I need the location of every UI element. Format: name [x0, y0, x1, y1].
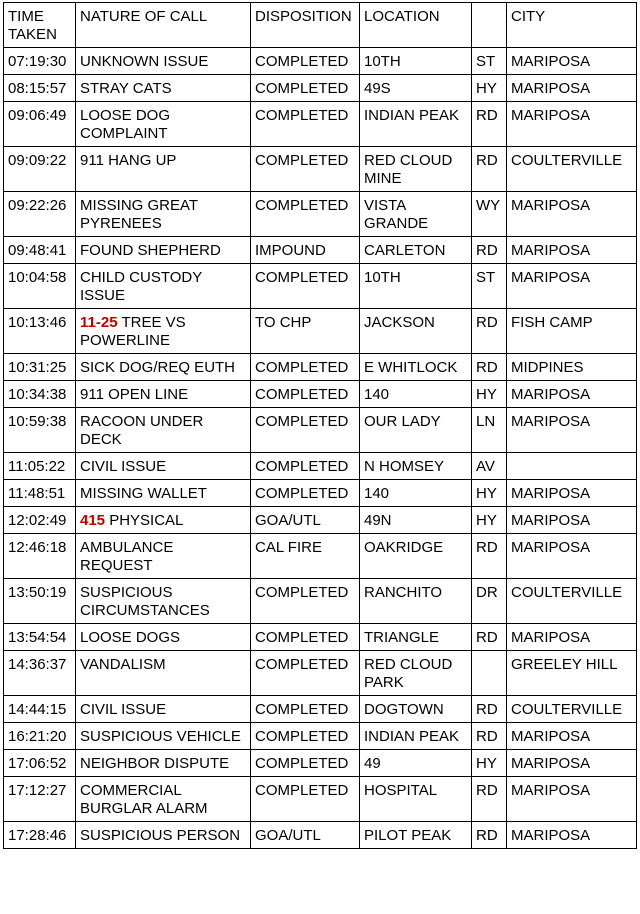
nature-text: COMMERCIAL BURGLAR ALARM [80, 782, 208, 817]
city-cell: MARIPOSA [507, 777, 637, 822]
nature-text: SUSPICIOUS CIRCUMSTANCES [80, 584, 210, 619]
location-cell: DOGTOWN [360, 696, 472, 723]
location-cell: PILOT PEAK [360, 822, 472, 849]
nature-cell [76, 696, 251, 723]
table-row [4, 750, 637, 777]
city-cell: MARIPOSA [507, 723, 637, 750]
location-cell: CARLETON [360, 237, 472, 264]
nature-text: PHYSICAL [109, 512, 184, 529]
city-cell: COULTERVILLE [507, 696, 637, 723]
disposition-cell: COMPLETED [251, 453, 360, 480]
city-cell: FISH CAMP [507, 309, 637, 354]
nature-text: VANDALISM [80, 656, 166, 673]
header-disposition: DISPOSITION [251, 3, 360, 48]
nature-cell [76, 264, 251, 309]
table-row [4, 237, 637, 264]
location-cell: 140 [360, 480, 472, 507]
street-suffix-cell: RD [472, 534, 507, 579]
table-row [4, 408, 637, 453]
nature-text: TREE VS POWERLINE [80, 314, 186, 349]
location-cell: 10TH [360, 264, 472, 309]
time-cell: 14:36:37 [4, 651, 76, 696]
header-location: LOCATION [360, 3, 472, 48]
table-row [4, 309, 637, 354]
street-suffix-cell: HY [472, 480, 507, 507]
time-cell: 17:06:52 [4, 750, 76, 777]
nature-cell [76, 579, 251, 624]
time-cell: 07:19:30 [4, 48, 76, 75]
disposition-cell: GOA/UTL [251, 822, 360, 849]
nature-cell [76, 381, 251, 408]
city-cell: MARIPOSA [507, 192, 637, 237]
header-street-suffix [472, 3, 507, 48]
table-row [4, 534, 637, 579]
disposition-cell: COMPLETED [251, 750, 360, 777]
nature-cell [76, 507, 251, 534]
street-suffix-cell: RD [472, 147, 507, 192]
city-cell: COULTERVILLE [507, 579, 637, 624]
time-cell: 09:48:41 [4, 237, 76, 264]
city-cell [507, 453, 637, 480]
nature-text: CIVIL ISSUE [80, 458, 167, 475]
time-cell: 14:44:15 [4, 696, 76, 723]
nature-text: LOOSE DOG COMPLAINT [80, 107, 171, 142]
disposition-cell: COMPLETED [251, 48, 360, 75]
nature-cell [76, 102, 251, 147]
location-cell: 49 [360, 750, 472, 777]
location-cell: 10TH [360, 48, 472, 75]
disposition-cell: COMPLETED [251, 624, 360, 651]
time-cell: 10:13:46 [4, 309, 76, 354]
time-cell: 08:15:57 [4, 75, 76, 102]
nature-text: SICK DOG/REQ EUTH [80, 359, 236, 376]
nature-cell [76, 408, 251, 453]
street-suffix-cell: ST [472, 264, 507, 309]
nature-text: SUSPICIOUS VEHICLE [80, 728, 241, 745]
city-cell: MARIPOSA [507, 408, 637, 453]
location-cell: 140 [360, 381, 472, 408]
city-cell: MARIPOSA [507, 507, 637, 534]
disposition-cell: COMPLETED [251, 696, 360, 723]
location-cell: TRIANGLE [360, 624, 472, 651]
location-cell: INDIAN PEAK [360, 723, 472, 750]
street-suffix-cell: RD [472, 237, 507, 264]
disposition-cell: GOA/UTL [251, 507, 360, 534]
city-cell: MARIPOSA [507, 822, 637, 849]
location-cell: E WHITLOCK [360, 354, 472, 381]
table-row [4, 507, 637, 534]
location-cell: INDIAN PEAK [360, 102, 472, 147]
disposition-cell: COMPLETED [251, 777, 360, 822]
street-suffix-cell: AV [472, 453, 507, 480]
city-cell: MARIPOSA [507, 102, 637, 147]
location-cell: JACKSON [360, 309, 472, 354]
table-row [4, 777, 637, 822]
nature-cell [76, 354, 251, 381]
location-cell: 49S [360, 75, 472, 102]
nature-cell [76, 309, 251, 354]
nature-text: FOUND SHEPHERD [80, 242, 221, 259]
nature-text: STRAY CATS [80, 80, 172, 97]
disposition-cell: IMPOUND [251, 237, 360, 264]
header-time-taken: TIME TAKEN [4, 3, 76, 48]
time-cell: 09:09:22 [4, 147, 76, 192]
call-code: 415 [80, 512, 106, 529]
city-cell: MARIPOSA [507, 75, 637, 102]
location-cell: 49N [360, 507, 472, 534]
street-suffix-cell: RD [472, 723, 507, 750]
street-suffix-cell: RD [472, 624, 507, 651]
table-row [4, 75, 637, 102]
city-cell: MARIPOSA [507, 750, 637, 777]
nature-cell [76, 750, 251, 777]
nature-text: MISSING GREAT PYRENEES [80, 197, 198, 232]
disposition-cell: COMPLETED [251, 192, 360, 237]
table-row [4, 147, 637, 192]
location-cell: OUR LADY [360, 408, 472, 453]
table-row [4, 453, 637, 480]
street-suffix-cell: RD [472, 102, 507, 147]
nature-cell [76, 534, 251, 579]
disposition-cell: COMPLETED [251, 147, 360, 192]
nature-cell [76, 192, 251, 237]
table-row [4, 696, 637, 723]
time-cell: 10:04:58 [4, 264, 76, 309]
time-cell: 10:31:25 [4, 354, 76, 381]
location-cell: RANCHITO [360, 579, 472, 624]
city-cell: GREELEY HILL [507, 651, 637, 696]
street-suffix-cell: RD [472, 309, 507, 354]
nature-cell [76, 777, 251, 822]
city-cell: MARIPOSA [507, 381, 637, 408]
table-row [4, 624, 637, 651]
nature-text: 911 HANG UP [80, 152, 177, 169]
street-suffix-cell: HY [472, 75, 507, 102]
disposition-cell: COMPLETED [251, 354, 360, 381]
location-cell: OAKRIDGE [360, 534, 472, 579]
city-cell: MARIPOSA [507, 48, 637, 75]
street-suffix-cell: RD [472, 777, 507, 822]
street-suffix-cell: RD [472, 354, 507, 381]
location-cell: RED CLOUD PARK [360, 651, 472, 696]
nature-cell [76, 147, 251, 192]
disposition-cell: COMPLETED [251, 651, 360, 696]
disposition-cell: COMPLETED [251, 408, 360, 453]
nature-cell [76, 237, 251, 264]
nature-text: NEIGHBOR DISPUTE [80, 755, 230, 772]
nature-text: CHILD CUSTODY ISSUE [80, 269, 202, 304]
nature-cell [76, 723, 251, 750]
street-suffix-cell: LN [472, 408, 507, 453]
street-suffix-cell: WY [472, 192, 507, 237]
table-row [4, 102, 637, 147]
time-cell: 11:48:51 [4, 480, 76, 507]
time-cell: 11:05:22 [4, 453, 76, 480]
city-cell: MARIPOSA [507, 480, 637, 507]
street-suffix-cell: ST [472, 48, 507, 75]
street-suffix-cell: HY [472, 507, 507, 534]
nature-cell [76, 480, 251, 507]
city-cell: MARIPOSA [507, 264, 637, 309]
table-row [4, 192, 637, 237]
time-cell: 09:22:26 [4, 192, 76, 237]
disposition-cell: COMPLETED [251, 264, 360, 309]
time-cell: 12:02:49 [4, 507, 76, 534]
nature-text: UNKNOWN ISSUE [80, 53, 209, 70]
call-log-table [3, 2, 637, 849]
street-suffix-cell: DR [472, 579, 507, 624]
street-suffix-cell: HY [472, 381, 507, 408]
nature-text: MISSING WALLET [80, 485, 207, 502]
street-suffix-cell: RD [472, 696, 507, 723]
time-cell: 10:59:38 [4, 408, 76, 453]
nature-text: SUSPICIOUS PERSON [80, 827, 241, 844]
time-cell: 10:34:38 [4, 381, 76, 408]
city-cell: COULTERVILLE [507, 147, 637, 192]
time-cell: 17:12:27 [4, 777, 76, 822]
table-row [4, 48, 637, 75]
table-row [4, 480, 637, 507]
city-cell: MARIPOSA [507, 237, 637, 264]
street-suffix-cell: HY [472, 750, 507, 777]
disposition-cell: COMPLETED [251, 480, 360, 507]
nature-cell [76, 624, 251, 651]
time-cell: 17:28:46 [4, 822, 76, 849]
nature-text: RACOON UNDER DECK [80, 413, 204, 448]
call-code: 11-25 [80, 314, 118, 331]
disposition-cell: COMPLETED [251, 723, 360, 750]
location-cell: RED CLOUD MINE [360, 147, 472, 192]
time-cell: 16:21:20 [4, 723, 76, 750]
nature-text: CIVIL ISSUE [80, 701, 167, 718]
street-suffix-cell [472, 651, 507, 696]
time-cell: 09:06:49 [4, 102, 76, 147]
time-cell: 13:54:54 [4, 624, 76, 651]
table-row [4, 354, 637, 381]
header-city: CITY [507, 3, 637, 48]
table-row [4, 723, 637, 750]
city-cell: MARIPOSA [507, 624, 637, 651]
table-row [4, 264, 637, 309]
disposition-cell: CAL FIRE [251, 534, 360, 579]
location-cell: VISTA GRANDE [360, 192, 472, 237]
nature-cell [76, 75, 251, 102]
table-row [4, 822, 637, 849]
disposition-cell: COMPLETED [251, 75, 360, 102]
nature-text: AMBULANCE REQUEST [80, 539, 174, 574]
table-row [4, 651, 637, 696]
city-cell: MIDPINES [507, 354, 637, 381]
location-cell: HOSPITAL [360, 777, 472, 822]
table-row [4, 579, 637, 624]
disposition-cell: COMPLETED [251, 381, 360, 408]
disposition-cell: COMPLETED [251, 579, 360, 624]
nature-cell [76, 822, 251, 849]
city-cell: MARIPOSA [507, 534, 637, 579]
table-row [4, 381, 637, 408]
nature-cell [76, 453, 251, 480]
disposition-cell: TO CHP [251, 309, 360, 354]
header-nature-of-call: NATURE OF CALL [76, 3, 251, 48]
time-cell: 12:46:18 [4, 534, 76, 579]
disposition-cell: COMPLETED [251, 102, 360, 147]
street-suffix-cell: RD [472, 822, 507, 849]
nature-cell [76, 48, 251, 75]
nature-text: LOOSE DOGS [80, 629, 181, 646]
nature-text: 911 OPEN LINE [80, 386, 189, 403]
header-row [4, 3, 637, 48]
time-cell: 13:50:19 [4, 579, 76, 624]
location-cell: N HOMSEY [360, 453, 472, 480]
nature-cell [76, 651, 251, 696]
